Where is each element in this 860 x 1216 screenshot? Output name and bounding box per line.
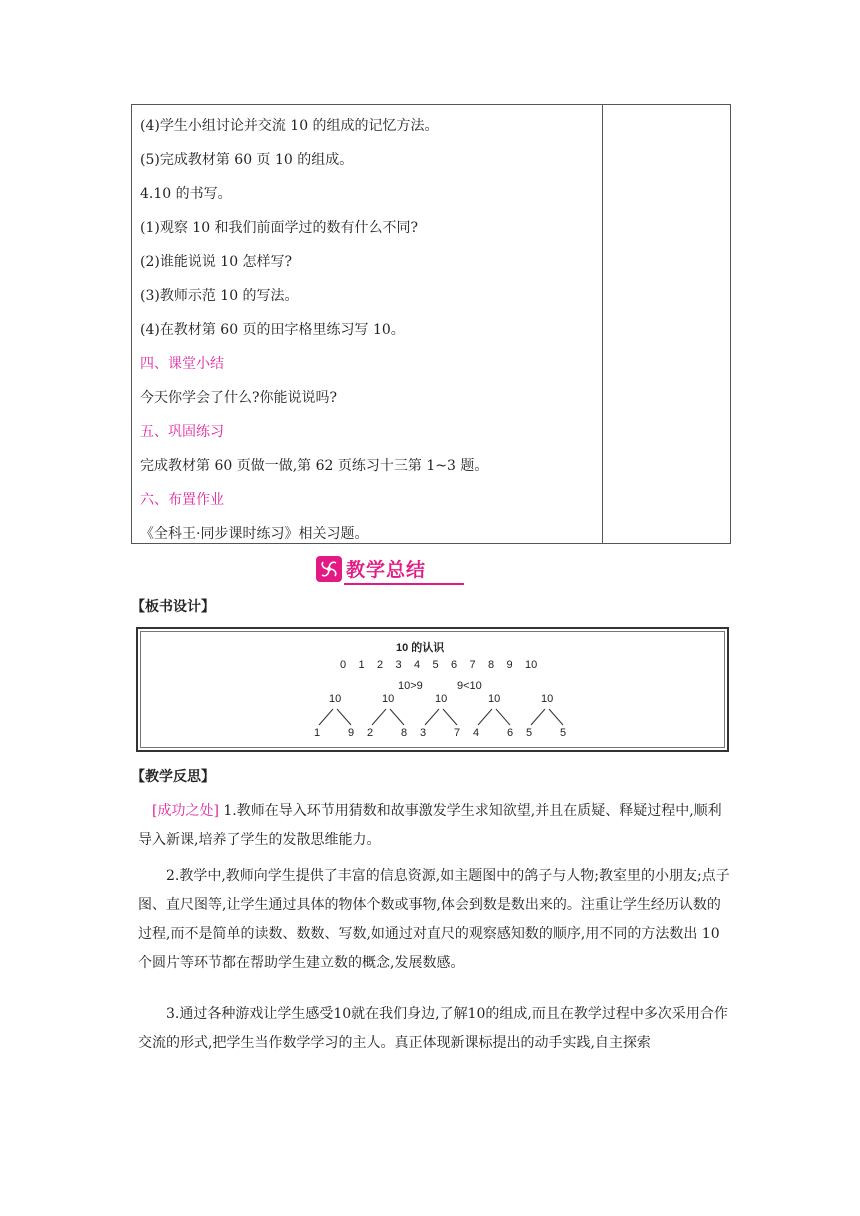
board-title: 10 的认识 <box>396 642 445 654</box>
lesson-line: 《全科王·同步课时练习》相关习题。 <box>140 526 369 542</box>
success-tag: [成功之处] <box>152 803 219 819</box>
decomposition-branch <box>478 709 492 725</box>
decomposition-branch <box>372 709 386 725</box>
section-heading: 四、课堂小结 <box>140 356 224 372</box>
decomposition-whole: 10 <box>435 693 448 705</box>
reflection-paragraph-2: 2.教学中,教师向学生提供了丰富的信息资源,如主题图中的鸽子与人物;教室里的小朋友;点子图、直尺图等,让学生通过具体的物体个数或事物,体会到数是数出来的。注重让学生经历认数的过程,而不是简单的读数、数数、写数,如通过对直尺的观察感知数的顺序,用不同的方法数出 10 个圆片等环节都在帮助学生建立数的概念,发展数感。 <box>138 868 730 971</box>
number-line-digit: 0 <box>340 659 347 671</box>
number-line-digit: 1 <box>358 659 365 671</box>
reflection-paragraph-3: 3.通过各种游戏让学生感受10就在我们身边,了解10的组成,而且在教学过程中多次采用合作交流的形式,把学生当作数学学习的主人。真正体现新课标提出的动手实践,自主探索 <box>138 1006 728 1051</box>
lesson-line: 完成教材第 60 页做一做,第 62 页练习十三第 1~3 题。 <box>140 458 489 474</box>
lesson-steps <box>140 114 600 556</box>
lesson-line: 今天你学会了什么?你能说说吗? <box>140 390 338 406</box>
decomposition-right: 7 <box>454 727 461 739</box>
decomposition-branch <box>531 709 545 725</box>
decomposition-branch <box>425 709 439 725</box>
lesson-table <box>131 104 731 544</box>
table-column-divider <box>602 105 603 543</box>
decomposition-branch <box>319 709 333 725</box>
decomposition-right: 5 <box>560 727 567 739</box>
banner-underline <box>344 583 464 585</box>
number-line-digit: 2 <box>377 659 384 671</box>
teaching-summary-banner <box>316 556 452 586</box>
decomposition-branch <box>337 709 351 725</box>
flower-logo-icon <box>316 556 342 582</box>
number-line-digit: 4 <box>414 659 421 671</box>
decomposition-branch <box>390 709 404 725</box>
reflection-paragraph-1 <box>138 797 734 855</box>
decomposition-lines <box>136 627 729 752</box>
decomposition-right: 6 <box>507 727 514 739</box>
decomposition-left: 1 <box>314 727 321 739</box>
lesson-line: (4)学生小组讨论并交流 10 的组成的记忆方法。 <box>140 118 439 134</box>
number-line-digit: 7 <box>469 659 476 671</box>
lesson-line: (2)谁能说说 10 怎样写? <box>140 254 293 270</box>
board-design-figure <box>136 627 729 752</box>
reflection-p1-text: 1.教师在导入环节用猜数和故事激发学生求知欲望,并且在质疑、释疑过程中,顺利导入新课,培养了学生的发散思维能力。 <box>138 803 722 848</box>
number-line-digit: 3 <box>395 659 402 671</box>
decomposition-whole: 10 <box>329 693 342 705</box>
decomposition-branch <box>443 709 457 725</box>
reflection-label: 【教学反思】 <box>131 769 215 785</box>
decomposition-left: 2 <box>367 727 374 739</box>
section-heading: 五、巩固练习 <box>140 424 224 440</box>
number-line-digit: 5 <box>432 659 439 671</box>
number-line-digit: 8 <box>488 659 495 671</box>
decomposition-branch <box>549 709 563 725</box>
decomposition-left: 5 <box>526 727 533 739</box>
board-comparison-2: 9<10 <box>457 680 482 692</box>
banner-title: 教学总结 <box>346 559 427 581</box>
section-heading: 六、布置作业 <box>140 492 224 508</box>
decomposition-whole: 10 <box>382 693 395 705</box>
decomposition-branch <box>496 709 510 725</box>
decomposition-whole: 10 <box>541 693 554 705</box>
lesson-line: (3)教师示范 10 的写法。 <box>140 288 299 304</box>
number-line-digit: 9 <box>506 659 513 671</box>
decomposition-whole: 10 <box>488 693 501 705</box>
lesson-line: (5)完成教材第 60 页 10 的组成。 <box>140 152 354 168</box>
decomposition-right: 9 <box>348 727 355 739</box>
lesson-line: 4.10 的书写。 <box>140 186 232 202</box>
number-line-digit: 6 <box>451 659 458 671</box>
number-line-digit: 10 <box>525 659 538 671</box>
board-comparison-1: 10>9 <box>398 680 423 692</box>
decomposition-left: 3 <box>420 727 427 739</box>
decomposition-right: 8 <box>401 727 408 739</box>
lesson-line: (4)在教材第 60 页的田字格里练习写 10。 <box>140 322 405 338</box>
decomposition-left: 4 <box>473 727 480 739</box>
board-design-label: 【板书设计】 <box>131 599 215 615</box>
lesson-line: (1)观察 10 和我们前面学过的数有什么不同? <box>140 220 419 236</box>
